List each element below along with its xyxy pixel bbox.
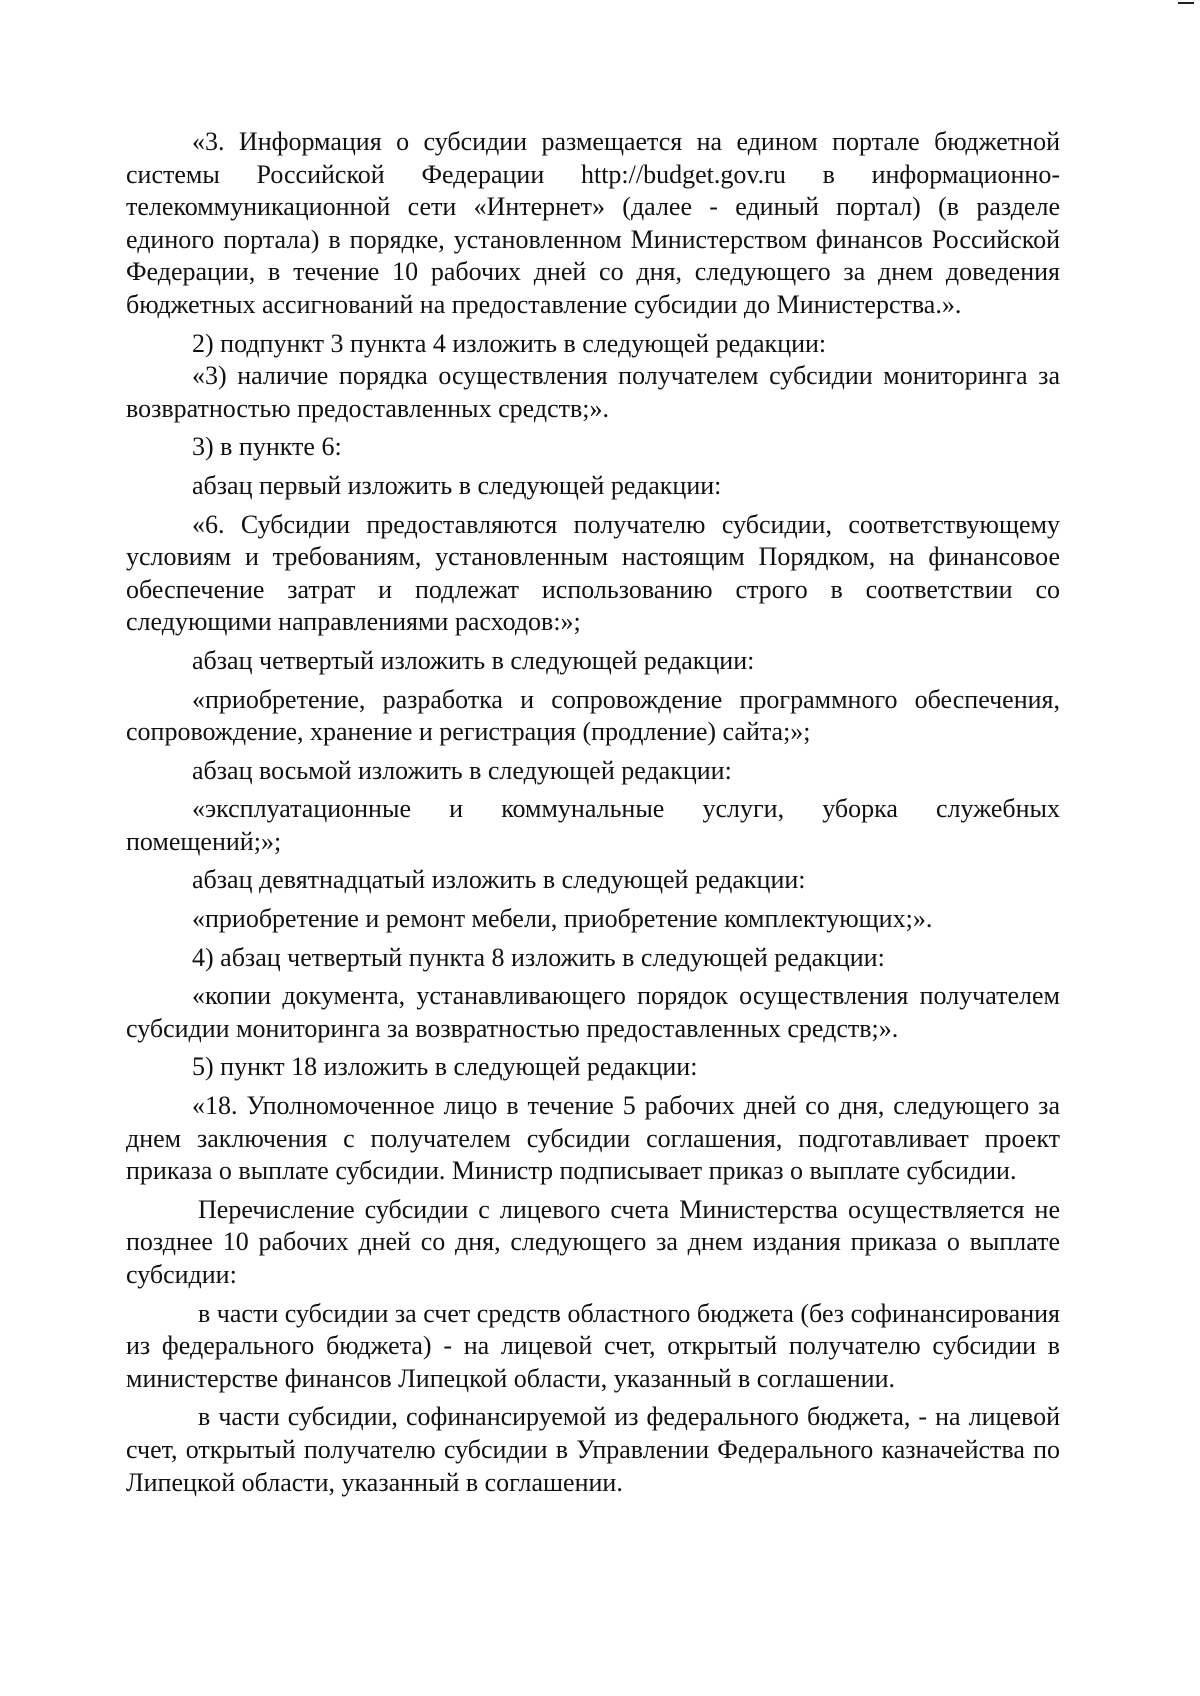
paragraph-subitem-2: 2) подпункт 3 пункта 4 изложить в следующей редакции:	[192, 328, 827, 358]
paragraph-abzac-eighth: абзац восьмой изложить в следующей редакции:	[192, 755, 732, 785]
paragraph-quote-6: «6. Субсидии предоставляются получателю субсидии, соответствующему условиям и требованиям, установленным настоящим Порядком, на финансовое обеспечение затрат и подлежат использованию строго в соответствии со следующими направлениями расходов:»;	[126, 509, 1060, 637]
paragraph-abzac-fourth: абзац четвертый изложить в следующей редакции:	[192, 645, 755, 675]
paragraph-quote-utilities: «эксплуатационные и коммунальные услуги, уборка служебных помещений;»;	[126, 794, 1060, 856]
paragraph-item-3-info: «3. Информация о субсидии размещается на едином портале бюджетной системы Российской Федерации http://budget.gov.ru в информационно-телекоммуникационной сети «Интернет» (далее - единый портал) (в разделе единого портала) в порядке, установленном Министерством финансов Российской Федерации, в течение 10 рабочих дней со дня, следующего за днем доведения бюджетных ассигнований на предоставление субсидии до Министерства.».	[126, 127, 1060, 319]
paragraph-quote-software: «приобретение, разработка и сопровождение программного обеспечения, сопровождение, хранение и регистрация (продление) сайта;»;	[126, 684, 1060, 747]
paragraph-quote-furniture: «приобретение и ремонт мебели, приобретение комплектующих;».	[192, 904, 933, 934]
paragraph-abzac-nineteenth: абзац девятнадцатый изложить в следующей редакции:	[192, 865, 806, 895]
paragraph-regional-budget: в части субсидии за счет средств областного бюджета (без софинансирования из федерального бюджета) - на лицевой счет, открытый получателю субсидии в министерстве финансов Липецкой области, указанный в соглашении.	[126, 1298, 1060, 1393]
paragraph-transfer: Перечисление субсидии с лицевого счета Министерства осуществляется не позднее 10 рабочих дней со дня, следующего за днем издания приказа о выплате субсидии:	[126, 1194, 1060, 1289]
document-body	[126, 126, 1060, 1499]
paragraph-subitem-5: 5) пункт 18 изложить в следующей редакции:	[192, 1052, 698, 1082]
paragraph-subitem-3: 3) в пункте 6:	[192, 432, 342, 462]
paragraph-abzac-first: абзац первый изложить в следующей редакции:	[192, 470, 722, 500]
paragraph-quote-copies: «копии документа, устанавливающего порядок осуществления получателем субсидии мониторинга за возвратностью предоставленных средств;».	[126, 981, 1060, 1043]
paragraph-subitem-4: 4) абзац четвертый пункта 8 изложить в следующей редакции:	[192, 942, 885, 972]
paragraph-quote-3: «3) наличие порядка осуществления получателем субсидии мониторинга за возвратностью предоставленных средств;».	[126, 361, 1060, 423]
scan-edge-mark	[1178, 2, 1194, 4]
paragraph-quote-18: «18. Уполномоченное лицо в течение 5 рабочих дней со дня, следующего за днем заключения с получателем субсидии соглашения, подготавливает проект приказа о выплате субсидии. Министр подписывает приказ о выплате субсидии.	[126, 1091, 1060, 1186]
paragraph-federal-budget: в части субсидии, софинансируемой из федерального бюджета, - на лицевой счет, открытый получателю субсидии в Управлении Федерального казначейства по Липецкой области, указанный в соглашении.	[126, 1402, 1060, 1497]
